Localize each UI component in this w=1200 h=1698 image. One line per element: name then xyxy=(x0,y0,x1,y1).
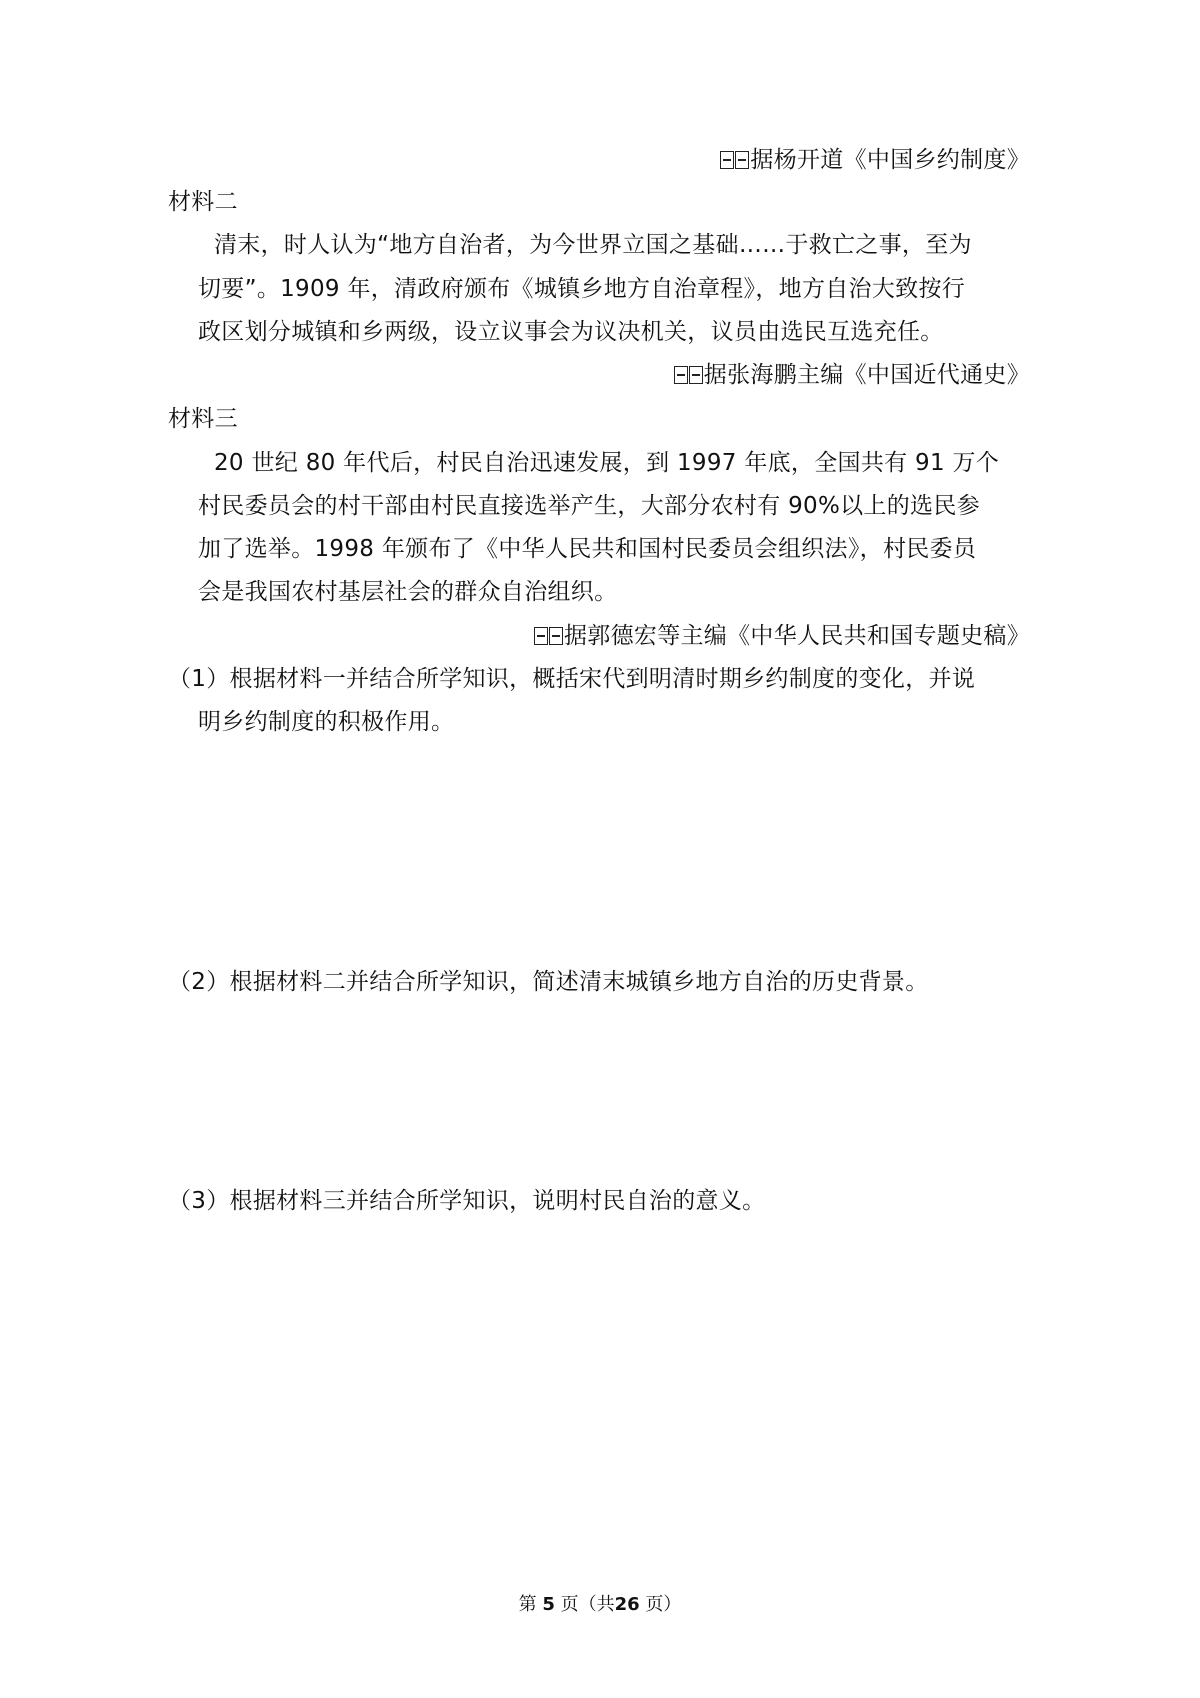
missing-glyph-icon xyxy=(674,366,688,384)
footer-suffix: 页） xyxy=(645,1594,682,1615)
page-footer xyxy=(0,1593,1200,1617)
missing-glyph-icon xyxy=(689,366,703,384)
question-1-line-1: （1）根据材料一并结合所学知识，概括宋代到明清时期乡约制度的变化，并说 xyxy=(168,666,976,692)
material-3-line-4: 会是我国农村基层社会的群众自治组织。 xyxy=(198,579,618,605)
source-citation-1 xyxy=(720,143,1030,177)
footer-middle: 页（共 xyxy=(560,1594,615,1615)
footer-prefix: 第 xyxy=(518,1594,537,1615)
source-text-1: 据杨开道《中国乡约制度》 xyxy=(750,147,1030,173)
material-3-line-2: 村民委员会的村干部由村民直接选举产生，大部分农村有 90%以上的选民参 xyxy=(198,493,980,519)
material-3-line-1: 20 世纪 80 年代后，村民自治迅速发展，到 1997 年底，全国共有 91 万个 xyxy=(214,450,1000,476)
missing-glyph-icon xyxy=(735,151,749,169)
source-text-2: 据张海鹏主编《中国近代通史》 xyxy=(703,362,1030,388)
material-2-heading: 材料二 xyxy=(168,189,238,215)
missing-glyph-icon xyxy=(549,627,563,645)
material-3-heading: 材料三 xyxy=(168,406,238,432)
question-3: （3）根据材料三并结合所学知识，说明村民自治的意义。 xyxy=(168,1188,766,1214)
question-2: （2）根据材料二并结合所学知识，简述清末城镇乡地方自治的历史背景。 xyxy=(168,969,929,995)
source-citation-2 xyxy=(674,358,1030,392)
source-citation-3 xyxy=(534,619,1030,653)
material-2-line-2: 切要”。1909 年，清政府颁布《城镇乡地方自治章程》，地方自治大致按行 xyxy=(198,276,966,302)
missing-glyph-icon xyxy=(720,151,734,169)
material-3-line-3: 加了选举。1998 年颁布了《中华人民共和国村民委员会组织法》，村民委员 xyxy=(198,536,977,562)
question-1-line-2: 明乡约制度的积极作用。 xyxy=(198,709,455,735)
source-text-3: 据郭德宏等主编《中华人民共和国专题史稿》 xyxy=(564,623,1030,649)
missing-glyph-icon xyxy=(534,627,548,645)
footer-page-number: 5 xyxy=(542,1594,555,1615)
footer-total-pages: 26 xyxy=(614,1594,640,1615)
material-2-line-1: 清末，时人认为“地方自治者，为今世界立国之基础……于救亡之事，至为 xyxy=(214,232,972,258)
material-2-line-3: 政区划分城镇和乡两级，设立议事会为议决机关，议员由选民互选充任。 xyxy=(198,319,944,345)
